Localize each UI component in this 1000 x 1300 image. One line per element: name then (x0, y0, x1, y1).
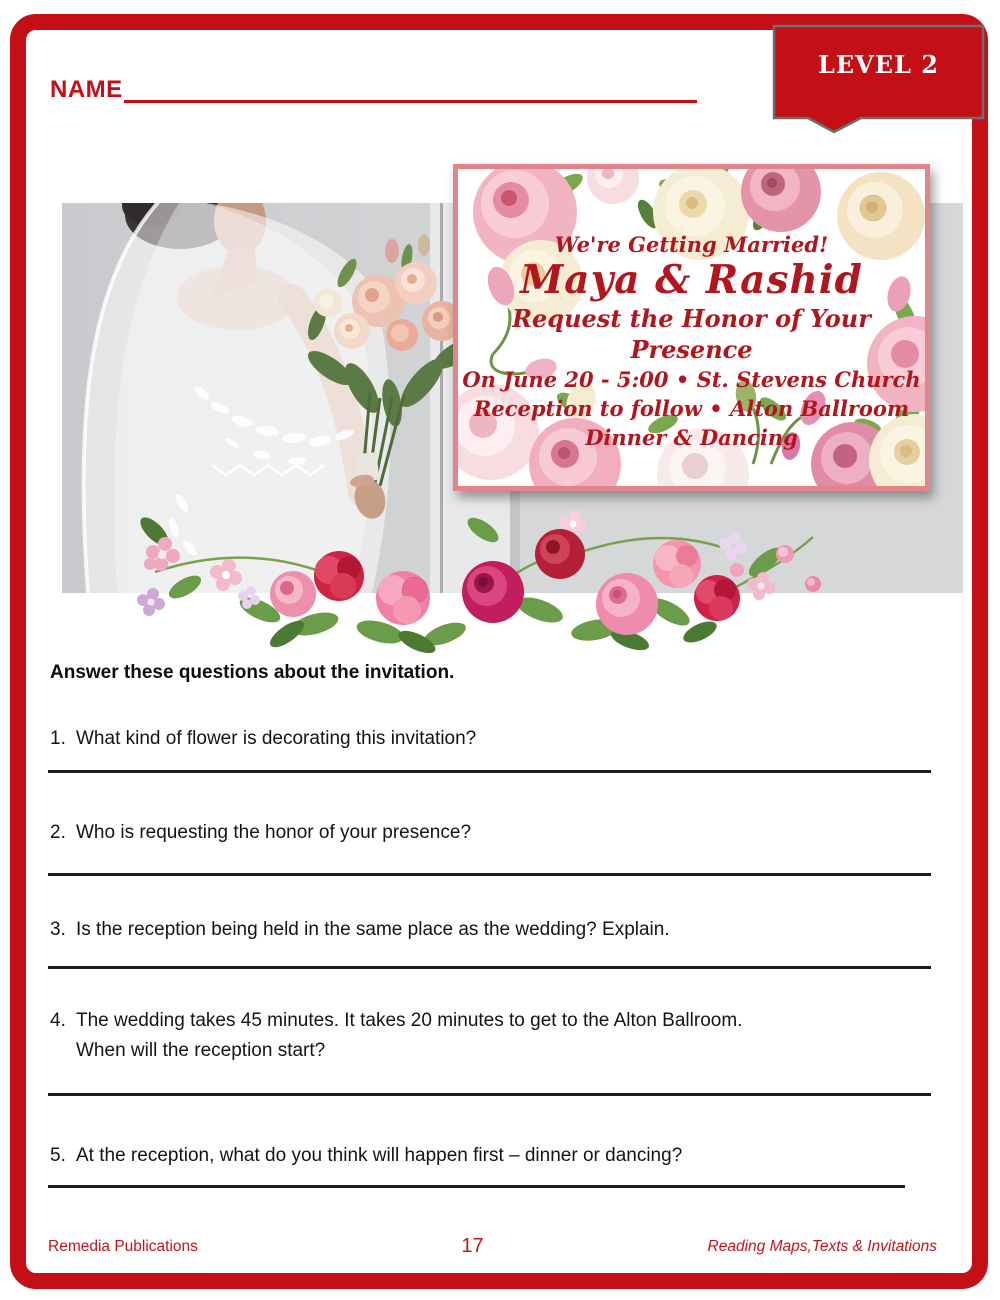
invitation-dinner-dancing: Dinner & Dancing (585, 425, 798, 450)
invitation-couple-names: Maya & Rashid (520, 257, 863, 303)
question-5-number: 5. (50, 1145, 66, 1166)
question-2 (50, 818, 931, 848)
level-badge (772, 24, 985, 134)
question-5-text: At the reception, what do you think will happen first – dinner or dancing? (76, 1145, 683, 1166)
name-blank-line (124, 100, 697, 103)
instructions-heading: Answer these questions about the invitation. (50, 662, 455, 683)
invitation-date-location: On June 20 - 5:00 • St. Stevens Church (462, 367, 921, 392)
question-2-text: Who is requesting the honor of your presence? (76, 822, 472, 843)
series-title: Reading Maps,Texts & Invitations (707, 1238, 937, 1255)
answer-line-5 (48, 1185, 905, 1188)
invitation-headline: We're Getting Married! (554, 232, 829, 257)
question-3-number: 3. (50, 919, 66, 940)
answer-line-3 (48, 966, 931, 969)
flower-garland (125, 492, 835, 657)
question-4-text-line2: When will the reception start? (76, 1040, 326, 1061)
invitation-request-line: Request the Honor of Your Presence (512, 304, 871, 364)
page-number: 17 (461, 1235, 484, 1257)
answer-line-1 (48, 770, 931, 773)
question-1-number: 1. (50, 728, 66, 749)
publisher-name: Remedia Publications (48, 1238, 198, 1255)
question-3 (50, 915, 931, 945)
question-4-text: The wedding takes 45 minutes. It takes 20 minutes to get to the Alton Ballroom. (76, 1010, 743, 1031)
question-4-number: 4. (50, 1010, 66, 1031)
question-1-text: What kind of flower is decorating this invitation? (76, 728, 477, 749)
invitation-card (453, 164, 930, 491)
answer-line-4 (48, 1093, 931, 1096)
answer-line-2 (48, 873, 931, 876)
invitation-text (458, 169, 925, 452)
question-5 (50, 1141, 931, 1171)
flower-garland-icon (125, 492, 835, 657)
question-4 (50, 1006, 931, 1066)
question-2-number: 2. (50, 822, 66, 843)
question-3-text: Is the reception being held in the same place as the wedding? Explain. (76, 919, 670, 940)
ribbon-banner-icon (772, 24, 985, 134)
name-label: NAME (50, 76, 123, 103)
level-badge-label: LEVEL 2 (817, 50, 939, 79)
question-1 (50, 724, 931, 754)
invitation-reception-line: Reception to follow • Alton Ballroom (473, 396, 910, 421)
